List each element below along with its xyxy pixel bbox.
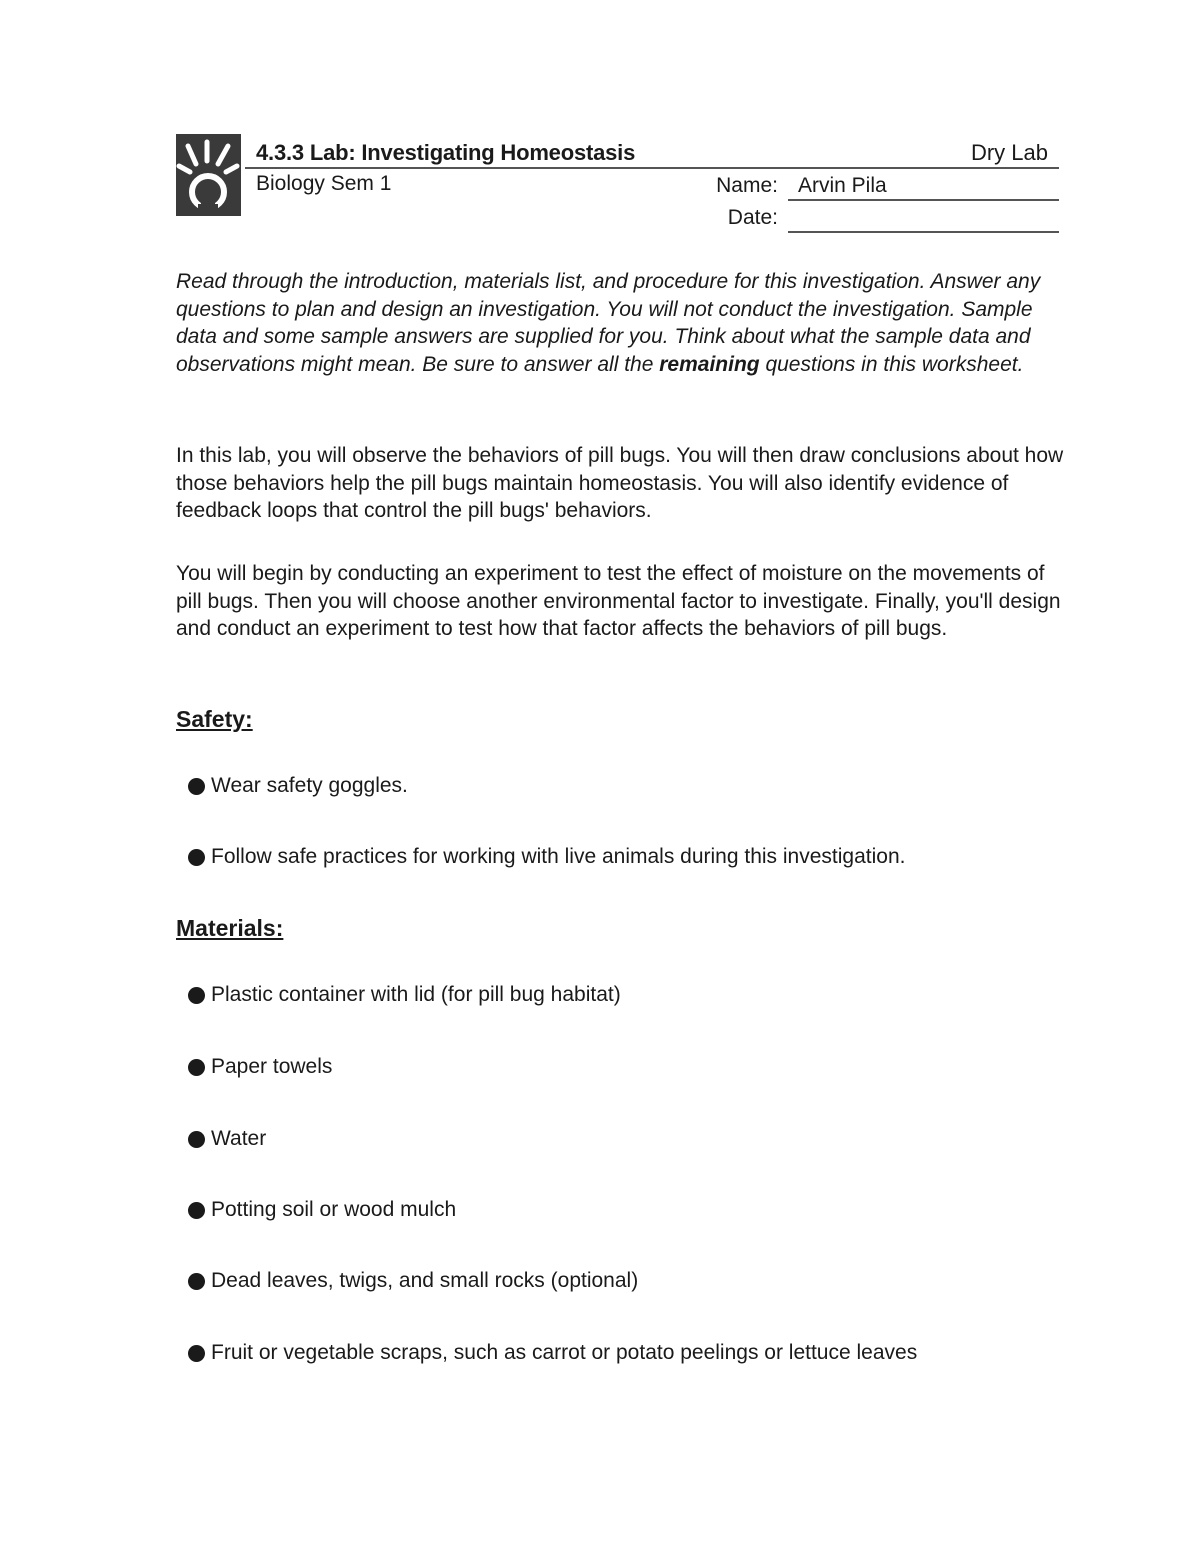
name-underline (788, 199, 1059, 201)
bullet-icon (188, 1345, 205, 1362)
header-divider (245, 167, 1059, 169)
overview-paragraph: You will begin by conducting an experiment to test the effect of moisture on the movements of pill bugs. Then you will choose another environmental factor to investigate. Finally, you'll design and conduct an experiment to test how that factor affects the behaviors of pill bugs. (176, 562, 1061, 640)
instructions-paragraph (176, 268, 1066, 378)
materials-heading: Materials: (176, 915, 284, 941)
instructions-text-end: questions in this worksheet. (759, 352, 1024, 376)
safety-heading: Safety: (176, 706, 253, 732)
list-item (188, 1055, 332, 1079)
bullet-icon (188, 1202, 205, 1219)
bullet-icon (188, 1273, 205, 1290)
bullet-icon (188, 987, 205, 1004)
bullet-icon (188, 778, 205, 795)
materials-item-text: Dead leaves, twigs, and small rocks (optional) (211, 1269, 639, 1292)
materials-item-text: Fruit or vegetable scraps, such as carrot or potato peelings or lettuce leaves (211, 1341, 918, 1364)
list-item (188, 774, 408, 798)
list-item (188, 1341, 917, 1365)
lab-type-label: Dry Lab (970, 140, 1048, 165)
materials-item-text: Plastic container with lid (for pill bug habitat) (211, 983, 621, 1006)
instructions-emphasis: remaining (659, 352, 760, 376)
list-item (188, 1269, 638, 1293)
bullet-icon (188, 849, 205, 866)
list-item (188, 845, 905, 869)
materials-item-text: Paper towels (211, 1055, 333, 1078)
bullet-icon (188, 1059, 205, 1076)
safety-item-text: Wear safety goggles. (211, 774, 408, 797)
list-item (188, 983, 621, 1007)
date-field[interactable] (788, 231, 1059, 233)
intro-paragraph: In this lab, you will observe the behaviors of pill bugs. You will then draw conclusions about how those behaviors help the pill bugs maintain homeostasis. You will also identify evidence of feedback loops that control the pill bugs' behaviors. (176, 444, 1064, 522)
materials-item-text: Potting soil or wood mulch (211, 1198, 457, 1221)
safety-item-text: Follow safe practices for working with live animals during this investigation. (211, 845, 906, 868)
materials-item-text: Water (211, 1127, 267, 1150)
lab-title: 4.3.3 Lab: Investigating Homeostasis (256, 140, 636, 165)
name-label: Name: (716, 174, 778, 197)
instructions-text: Read through the introduction, materials list, and procedure for this investigation. Answer any questions to plan and design an investigation. You will not conduct the investigation. Sample data and some sample answers are supplied for you. Think about what the sample data and observations might mean. Be sure to answer all the (176, 270, 1041, 376)
lightbulb-logo-icon (176, 134, 241, 216)
course-name: Biology Sem 1 (256, 172, 392, 195)
list-item (188, 1127, 266, 1151)
list-item (188, 1198, 456, 1222)
date-label: Date: (727, 206, 778, 229)
bullet-icon (188, 1131, 205, 1148)
name-field[interactable]: Arvin Pila (798, 174, 887, 197)
